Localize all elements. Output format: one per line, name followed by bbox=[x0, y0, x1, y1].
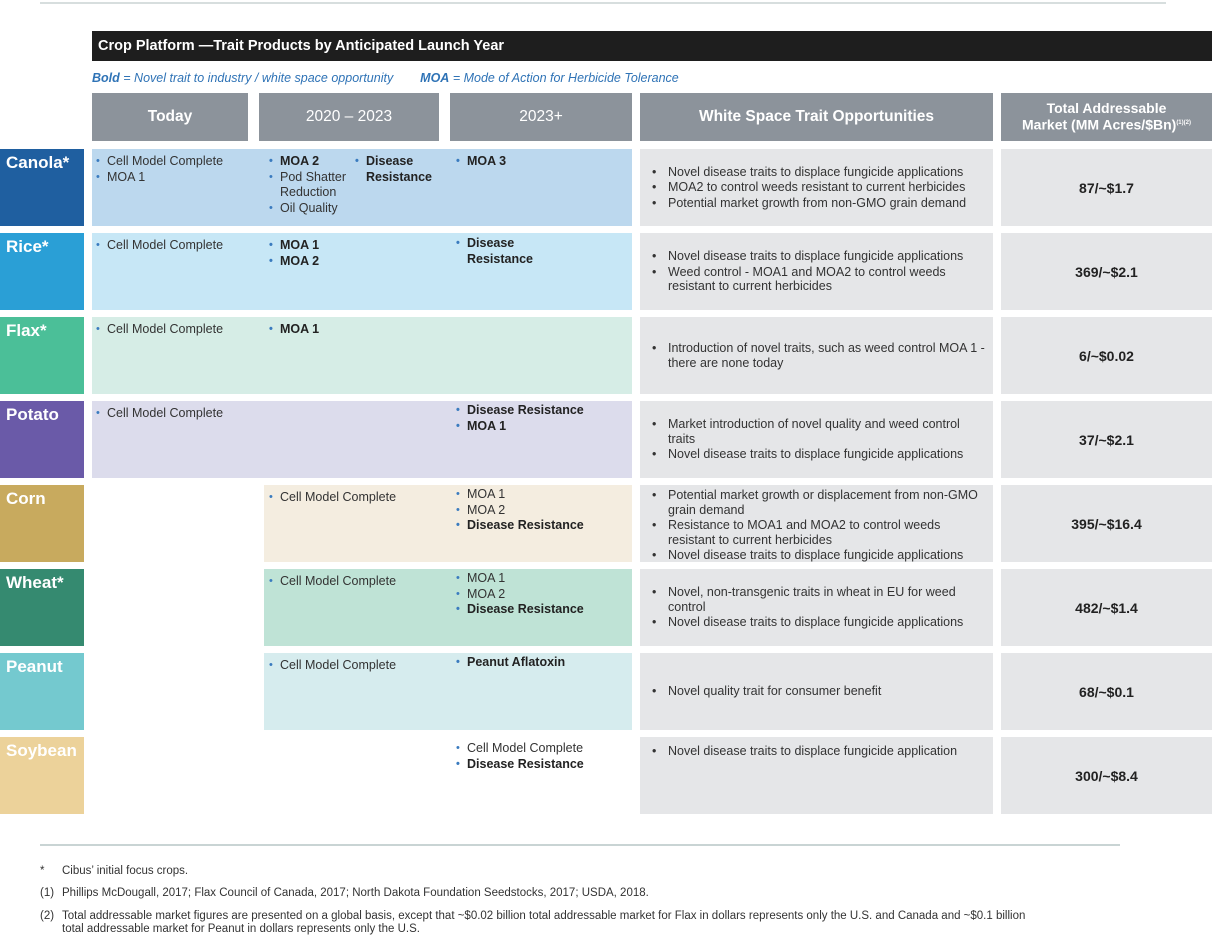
footnote-1-mark: (1) bbox=[40, 887, 55, 899]
list-item: • Novel disease traits to displace fungicide applications bbox=[650, 615, 989, 630]
footnote-star-mark: * bbox=[40, 865, 45, 877]
corn-2020 bbox=[265, 490, 396, 506]
list-item: • Cell Model Complete bbox=[92, 322, 223, 338]
footnote-2-mark: (2) bbox=[40, 910, 55, 922]
legend-moa-label: MOA bbox=[420, 71, 450, 85]
soybean-2023 bbox=[452, 741, 584, 772]
footnote-star bbox=[40, 865, 188, 878]
peanut-2020 bbox=[265, 658, 396, 674]
list-item: • Introduction of novel traits, such as weed control MOA 1 - there are none today bbox=[650, 341, 989, 370]
potato-tam: 37/~$2.1 bbox=[1001, 401, 1212, 478]
header-today: Today bbox=[92, 93, 248, 141]
list-item: • MOA 1 bbox=[265, 322, 319, 338]
legend-moa-desc: = Mode of Action for Herbicide Tolerance bbox=[452, 71, 679, 85]
footnote-2-text-line1: Total addressable market figures are presented on a global basis, except that ~$0.02 billion total addressable market for Flax in dollars represents only the U.S. and Canada and ~$0.1 billion bbox=[62, 910, 1026, 922]
crop-label-potato: Potato bbox=[0, 401, 84, 478]
list-item: • Cell Model Complete bbox=[92, 154, 223, 170]
soybean-white-space bbox=[640, 737, 993, 814]
list-item: • Disease Resistance bbox=[452, 236, 552, 267]
list-item: • Pod Shatter Reduction bbox=[265, 170, 357, 201]
header-2023-plus: 2023+ bbox=[450, 93, 632, 141]
soybean-tam: 300/~$8.4 bbox=[1001, 737, 1212, 814]
corn-2023 bbox=[452, 487, 584, 534]
wheat-2023 bbox=[452, 571, 584, 618]
list-item: • MOA 1 bbox=[265, 238, 319, 254]
list-item: • Novel quality trait for consumer benefit bbox=[650, 684, 881, 699]
rice-tam: 369/~$2.1 bbox=[1001, 233, 1212, 310]
peanut-2023 bbox=[452, 655, 565, 671]
crop-label-peanut: Peanut bbox=[0, 653, 84, 730]
crop-label-corn: Corn bbox=[0, 485, 84, 562]
flax-tam: 6/~$0.02 bbox=[1001, 317, 1212, 394]
footnote-1 bbox=[40, 887, 649, 900]
list-item: • MOA 1 bbox=[452, 487, 584, 503]
potato-white-space bbox=[640, 401, 993, 478]
footnote-2-text-line2: total addressable market for Peanut in dollars represents only the U.S. bbox=[62, 923, 420, 935]
list-item: • Cell Model Complete bbox=[265, 574, 396, 590]
canola-tam: 87/~$1.7 bbox=[1001, 149, 1212, 226]
peanut-tam: 68/~$0.1 bbox=[1001, 653, 1212, 730]
flax-today bbox=[92, 322, 223, 338]
corn-tam: 395/~$16.4 bbox=[1001, 485, 1212, 562]
header-tam-line2: Market (MM Acres/$Bn)$^{(1)(2)}$ bbox=[1022, 116, 1191, 133]
top-divider bbox=[40, 2, 1166, 4]
footnote-1-text: Phillips McDougall, 2017; Flax Council of Canada, 2017; North Dakota Foundation Seedstocks, 2017; USDA, 2018. bbox=[62, 887, 649, 899]
list-item: • Weed control - MOA1 and MOA2 to control weeds resistant to current herbicides bbox=[650, 265, 989, 294]
list-item: • Disease Resistance bbox=[452, 518, 584, 534]
legend-bold-desc: = Novel trait to industry / white space opportunity bbox=[123, 71, 394, 85]
list-item: • Cell Model Complete bbox=[452, 741, 584, 757]
flax-2020 bbox=[265, 322, 319, 338]
list-item: • Potential market growth or displacement from non-GMO grain demand bbox=[650, 488, 989, 517]
list-item: • MOA 1 bbox=[452, 419, 584, 435]
header-2020-2023: 2020 – 2023 bbox=[259, 93, 439, 141]
rice-2020 bbox=[265, 238, 319, 269]
list-item: • MOA 2 bbox=[265, 254, 319, 270]
rice-2023 bbox=[452, 236, 552, 267]
crop-label-wheat: Wheat* bbox=[0, 569, 84, 646]
header-tam bbox=[1001, 93, 1212, 141]
flax-white-space bbox=[640, 317, 993, 394]
list-item: • MOA2 to control weeds resistant to current herbicides bbox=[650, 180, 966, 195]
header-tam-note: (1)(2) bbox=[1176, 120, 1191, 127]
potato-today bbox=[92, 406, 223, 422]
list-item: • Novel disease traits to displace fungicide applications bbox=[650, 447, 989, 462]
table-title: Crop Platform —Trait Products by Anticipated Launch Year bbox=[92, 31, 1212, 61]
list-item: • Novel disease traits to displace fungicide applications bbox=[650, 548, 989, 563]
wheat-tam: 482/~$1.4 bbox=[1001, 569, 1212, 646]
canola-2020-col2 bbox=[351, 154, 439, 185]
footnote-divider bbox=[40, 844, 1120, 846]
list-item: • Cell Model Complete bbox=[265, 658, 396, 674]
header-tam-line1: Total Addressable bbox=[1046, 100, 1167, 117]
list-item: • Potential market growth from non-GMO grain demand bbox=[650, 196, 966, 211]
canola-2020-col1 bbox=[265, 154, 357, 216]
canola-white-space bbox=[640, 149, 993, 226]
footnote-2 bbox=[40, 910, 1210, 936]
list-item: • Cell Model Complete bbox=[92, 238, 223, 254]
list-item: • Disease Resistance bbox=[452, 403, 584, 419]
crop-label-rice: Rice* bbox=[0, 233, 84, 310]
wheat-white-space bbox=[640, 569, 993, 646]
list-item: • MOA 2 bbox=[452, 503, 584, 519]
list-item: • Cell Model Complete bbox=[265, 490, 396, 506]
list-item: • MOA 2 bbox=[265, 154, 357, 170]
crop-label-soybean: Soybean bbox=[0, 737, 84, 814]
crop-label-flax: Flax* bbox=[0, 317, 84, 394]
canola-2023 bbox=[452, 154, 506, 170]
list-item: • Cell Model Complete bbox=[92, 406, 223, 422]
list-item: • Market introduction of novel quality and weed control traits bbox=[650, 417, 989, 446]
list-item: • MOA 1 bbox=[452, 571, 584, 587]
potato-2023 bbox=[452, 403, 584, 434]
list-item: • Disease Resistance bbox=[452, 757, 584, 773]
list-item: • Disease Resistance bbox=[351, 154, 439, 185]
rice-today bbox=[92, 238, 223, 254]
corn-white-space bbox=[640, 485, 993, 562]
legend-bold-label: Bold bbox=[92, 71, 120, 85]
list-item: • Novel disease traits to displace fungicide applications bbox=[650, 165, 966, 180]
rice-white-space bbox=[640, 233, 993, 310]
list-item: • MOA 3 bbox=[452, 154, 506, 170]
list-item: • Resistance to MOA1 and MOA2 to control weeds resistant to current herbicides bbox=[650, 518, 989, 547]
list-item: • Novel disease traits to displace fungicide application bbox=[650, 744, 957, 759]
list-item: • Novel, non-transgenic traits in wheat in EU for weed control bbox=[650, 585, 989, 614]
list-item: • Novel disease traits to displace fungicide applications bbox=[650, 249, 989, 264]
list-item: • MOA 1 bbox=[92, 170, 223, 186]
footnote-star-text: Cibus’ initial focus crops. bbox=[62, 865, 189, 877]
wheat-2020 bbox=[265, 574, 396, 590]
list-item: • Oil Quality bbox=[265, 201, 357, 217]
peanut-white-space bbox=[640, 653, 993, 730]
canola-today bbox=[92, 154, 223, 185]
list-item: • Disease Resistance bbox=[452, 602, 584, 618]
header-white-space: White Space Trait Opportunities bbox=[640, 93, 993, 141]
legend bbox=[92, 71, 679, 85]
crop-label-canola: Canola* bbox=[0, 149, 84, 226]
list-item: • MOA 2 bbox=[452, 587, 584, 603]
list-item: • Peanut Aflatoxin bbox=[452, 655, 565, 671]
